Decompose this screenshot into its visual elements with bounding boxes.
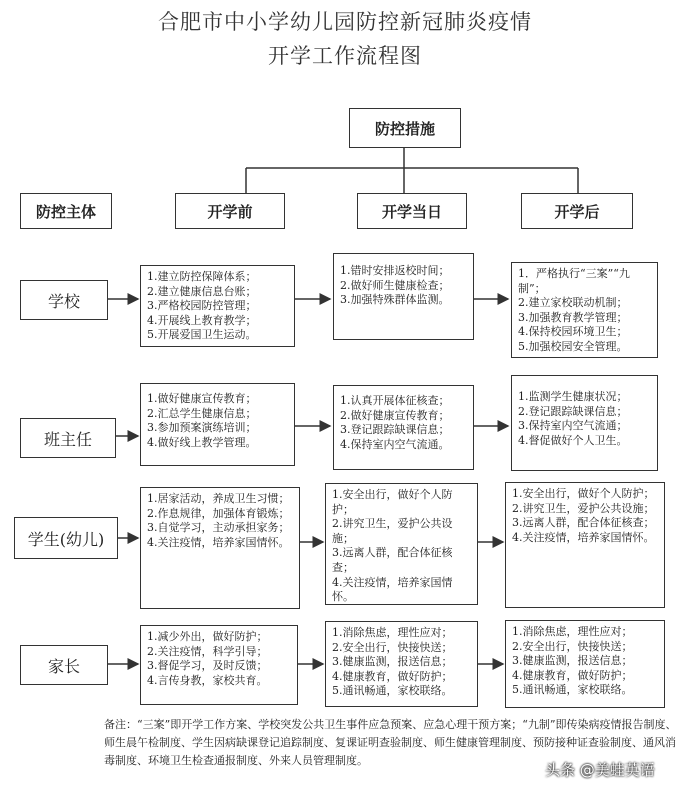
student-day-box xyxy=(325,483,478,605)
list-item: 1.居家活动，养成卫生习惯； xyxy=(147,492,290,505)
watermark: 头条 @美蛙英语 xyxy=(545,761,655,779)
header-day: 开学当日 xyxy=(357,193,467,229)
list-item: 3.远离人群，配合体征核查； xyxy=(332,546,453,574)
list-item: 2.汇总学生健康信息； xyxy=(147,406,257,420)
subject-parent: 家长 xyxy=(20,645,108,685)
list-item: 2.登记跟踪缺课信息； xyxy=(518,404,628,418)
list-item: 3.严格校园防控管理； xyxy=(147,299,257,313)
list-item: 3.健康监测，报送信息； xyxy=(332,655,453,669)
school-after-box xyxy=(511,262,658,358)
list-item: 4.关注疫情，培养家国情怀。 xyxy=(332,575,453,604)
list-item: 2.做好师生健康检查； xyxy=(340,278,450,292)
school-day-box xyxy=(333,253,474,340)
list-item: 1.消除焦虑，理性应对； xyxy=(332,626,453,639)
list-item: 1.安全出行，做好个人防护； xyxy=(512,487,655,500)
list-item: 4.健康教育，做好防护； xyxy=(332,669,453,683)
teacher-before-box xyxy=(140,383,295,466)
list-item: 4.健康教育，做好防护； xyxy=(512,668,633,682)
list-item: 3.加强教育教学管理； xyxy=(518,310,628,324)
list-item: 3.督促学习，及时反馈； xyxy=(147,659,268,673)
student-after-box xyxy=(505,482,665,608)
list-item: 4.保持校园环境卫生； xyxy=(518,325,628,339)
subject-school: 学校 xyxy=(20,280,108,320)
list-item: 1.认真开展体征核查； xyxy=(340,394,450,407)
list-item: 2.建立健康信息台账； xyxy=(147,284,257,298)
page-title-line1: 合肥市中小学幼儿园防控新冠肺炎疫情 xyxy=(158,10,532,34)
list-item: 3.保持室内空气流通； xyxy=(518,419,628,433)
list-item: 1.消除焦虑，理性应对； xyxy=(512,625,633,638)
subject-teacher: 班主任 xyxy=(20,418,116,458)
list-item: 1.安全出行，做好个人防护； xyxy=(332,488,453,516)
school-before-box xyxy=(140,265,295,347)
list-item: 4.言传身教，家校共育。 xyxy=(147,673,268,687)
list-item: 3.参加预案演练培训； xyxy=(147,421,257,435)
list-item: 3.加强特殊群体监测。 xyxy=(340,293,450,307)
list-item: 3.自觉学习，主动承担家务； xyxy=(147,521,290,535)
list-item: 2.讲究卫生，爱护公共设施； xyxy=(512,501,655,515)
list-item: 2.做好健康宣传教育； xyxy=(340,408,450,422)
subject-student: 学生(幼儿) xyxy=(14,517,118,559)
list-item: 3.远离人群，配合体征核查； xyxy=(512,516,655,530)
list-item: 2.安全出行，快接快送； xyxy=(512,639,633,653)
header-subject: 防控主体 xyxy=(20,193,112,229)
list-item: 1.做好健康宣传教育； xyxy=(147,392,257,405)
teacher-day-box xyxy=(333,385,474,470)
list-item: 5.加强校园安全管理。 xyxy=(518,339,628,353)
list-item: 2.建立家校联动机制； xyxy=(518,296,628,310)
list-item: 3.健康监测，报送信息； xyxy=(512,654,633,668)
header-measures: 防控措施 xyxy=(349,108,461,148)
list-item: 2.安全出行，快接快送； xyxy=(332,640,453,654)
list-item: 4.做好线上教学管理。 xyxy=(147,435,257,449)
list-item: 4.关注疫情，培养家国情怀。 xyxy=(147,535,290,549)
header-before: 开学前 xyxy=(175,193,285,229)
list-item: 1.减少外出，做好防护； xyxy=(147,630,268,643)
footnote: 备注：“三案”即开学工作方案、学校突发公共卫生事件应急预案、应急心理干预方案；“九制”即传染病疫情报告制度、师生晨午检制度、学生因病缺课登记追踪制度、复课证明查验制度、师生健康管理制度、预防接种证查验制度、通风消毒制度、环境卫生检查通报制度、外来人员管理制度。 xyxy=(104,718,677,767)
list-item: 5.通讯畅通，家校联络。 xyxy=(332,684,453,698)
list-item: 2.关注疫情，科学引导； xyxy=(147,644,268,658)
list-item: 2.讲究卫生，爱护公共设施； xyxy=(332,517,453,545)
list-item: 4.关注疫情，培养家国情怀。 xyxy=(512,530,655,544)
list-item: 3.登记跟踪缺课信息； xyxy=(340,423,450,437)
student-before-box xyxy=(140,487,300,609)
page-title-line2: 开学工作流程图 xyxy=(268,44,422,68)
list-item: 5.开展爱国卫生运动。 xyxy=(147,328,257,342)
parent-after-box xyxy=(505,620,665,708)
list-item: 4.督促做好个人卫生。 xyxy=(518,433,628,447)
list-item: 1.错时安排返校时间； xyxy=(340,264,450,277)
parent-before-box xyxy=(140,625,298,705)
list-item: 1.建立防控保障体系； xyxy=(147,270,257,283)
list-item: 1．严格执行“三案”“九制”； xyxy=(518,267,630,295)
header-after: 开学后 xyxy=(521,193,633,229)
list-item: 5.通讯畅通，家校联络。 xyxy=(512,683,633,697)
list-item: 2.作息规律，加强体育锻炼； xyxy=(147,506,290,520)
list-item: 1.监测学生健康状况； xyxy=(518,390,628,403)
list-item: 4.保持室内空气流通。 xyxy=(340,437,450,451)
list-item: 4.开展线上教育教学； xyxy=(147,313,257,327)
teacher-after-box xyxy=(511,375,658,471)
parent-day-box xyxy=(325,621,478,707)
